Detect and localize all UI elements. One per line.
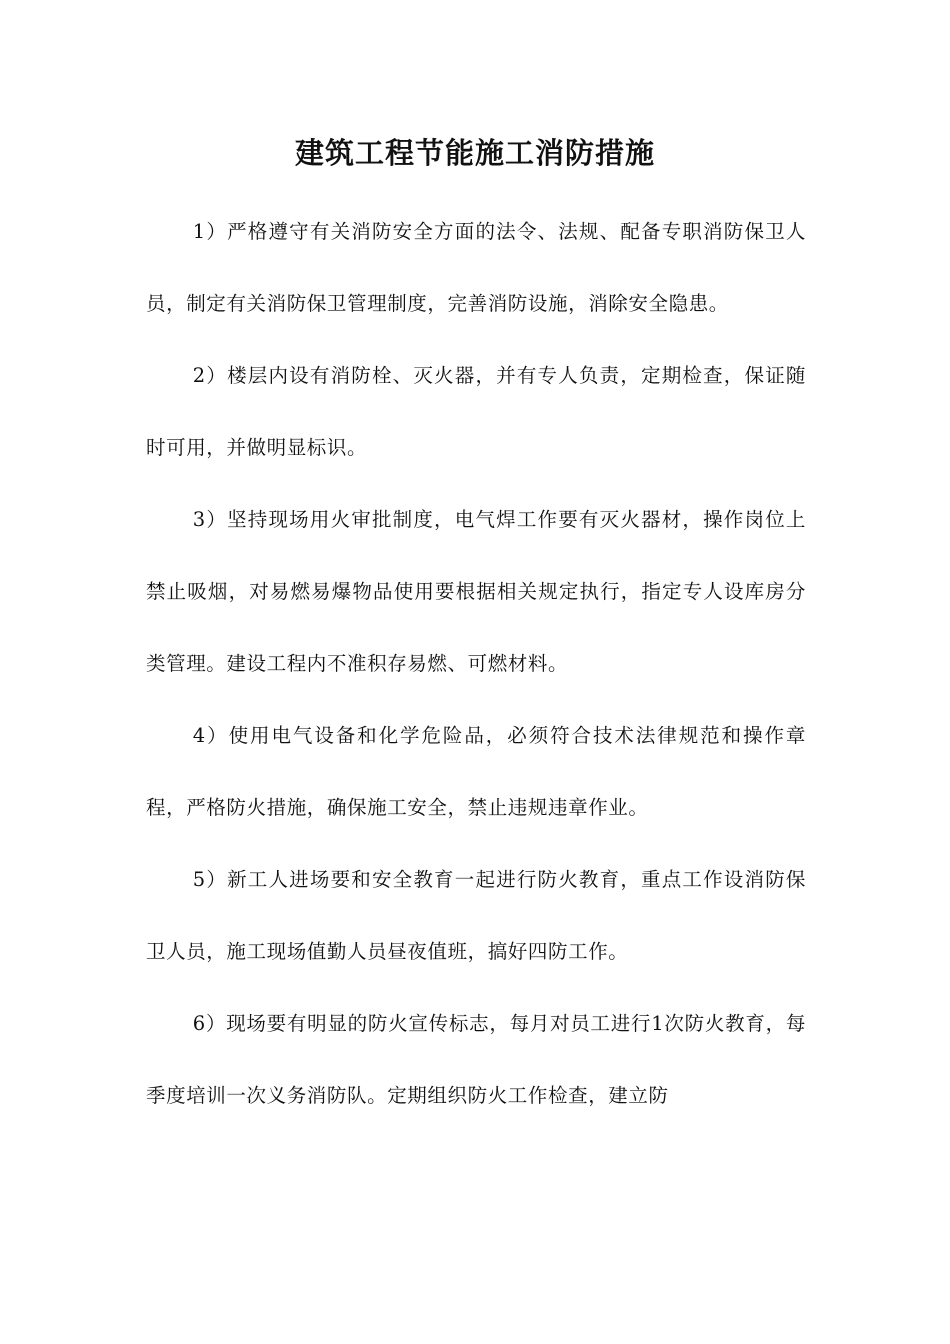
paragraph-6: 6）现场要有明显的防火宣传标志，每月对员工进行1次防火教育，每季度培训一次义务消防队。定期组织防火工作检查，建立防	[146, 1012, 806, 1107]
paragraph-3: 3）坚持现场用火审批制度，电气焊工作要有灭火器材，操作岗位上禁止吸烟，对易燃易爆物品使用要根据相关规定执行，指定专人设库房分类管理。建设工程内不准积存易燃、可燃材料。	[146, 508, 806, 675]
paragraph-1: 1）严格遵守有关消防安全方面的法令、法规、配备专职消防保卫人员，制定有关消防保卫管理制度，完善消防设施，消除安全隐患。	[146, 220, 806, 315]
document-title: 建筑工程节能施工消防措施	[294, 136, 655, 170]
paragraph-4: 4）使用电气设备和化学危险品，必须符合技术法律规范和操作章程，严格防火措施，确保施工安全，禁止违规违章作业。	[146, 724, 806, 819]
document-body	[146, 196, 806, 1132]
paragraph-2: 2）楼层内设有消防栓、灭火器，并有专人负责，定期检查，保证随时可用，并做明显标识。	[146, 364, 806, 459]
paragraph-5: 5）新工人进场要和安全教育一起进行防火教育，重点工作设消防保卫人员，施工现场值勤人员昼夜值班，搞好四防工作。	[146, 868, 806, 963]
